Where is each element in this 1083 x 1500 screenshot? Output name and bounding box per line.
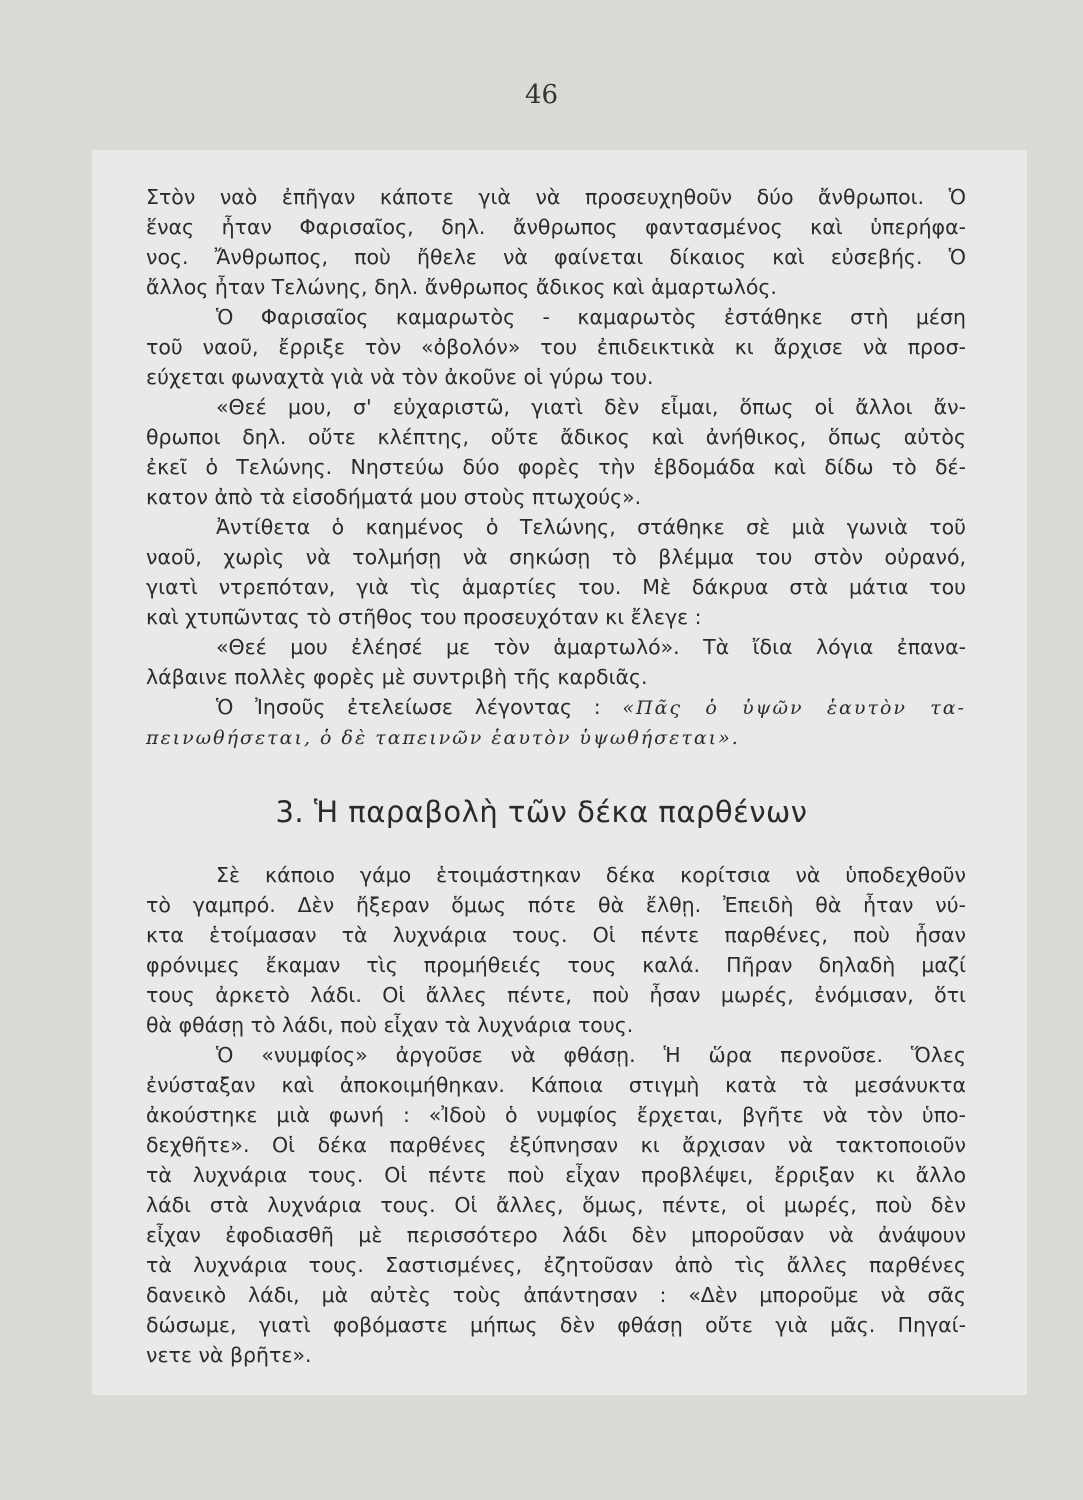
text-line: ἐκεῖ ὁ Τελώνης. Νηστεύω δύο φορὲς τὴν ἑβδομάδα καὶ δίδω τὸ δέ-: [146, 455, 966, 479]
text-line: τὰ λυχνάρια τους. Σαστισμένες, ἐζητοῦσαν ἀπὸ τὶς ἄλλες παρθένες: [146, 1253, 966, 1277]
text-line: καὶ χτυπῶντας τὸ στῆθος του προσευχόταν κι ἔλεγε :: [146, 605, 702, 629]
section-one-text: [146, 182, 966, 752]
text-line: Σὲ κάποιο γάμο ἑτοιμάστηκαν δέκα κορίτσια νὰ ὑποδεχθοῦν: [216, 863, 966, 887]
text-line: φρόνιμες ἔκαμαν τὶς προμήθειές τους καλά. Πῆραν δηλαδὴ μαζί: [146, 953, 966, 977]
text-line: ναοῦ, χωρὶς νὰ τολμήσῃ νὰ σηκώσῃ τὸ βλέμμα του στὸν οὐρανό,: [146, 545, 966, 569]
closing-intro: Ὁ Ἰησοῦς ἐτελείωσε λέγοντας :: [216, 695, 601, 719]
text-line: γιατὶ ντρεπόταν, γιὰ τὶς ἁμαρτίες του. Μὲ δάκρυα στὰ μάτια του: [146, 575, 966, 599]
page-number: 46: [524, 80, 559, 110]
text-line: Ὁ Φαρισαῖος καμαρωτὸς - καμαρωτὸς ἐστάθηκε στὴ μέση: [216, 305, 966, 329]
text-line: θρωποι δηλ. οὔτε κλέπτης, οὔτε ἄδικος καὶ ἀνήθικος, ὅπως αὐτὸς: [146, 425, 966, 449]
text-line: ἕνας ἦταν Φαρισαῖος, δηλ. ἄνθρωπος φαντασμένος καὶ ὑπερήφα-: [146, 215, 966, 239]
text-line: τὸ γαμπρό. Δὲν ἤξεραν ὅμως πότε θὰ ἔλθῃ. Ἐπειδὴ θὰ ἦταν νύ-: [146, 893, 966, 917]
closing-line: [146, 692, 966, 722]
text-line: θὰ φθάσῃ τὸ λάδι, ποὺ εἶχαν τὰ λυχνάρια τους.: [146, 1013, 634, 1037]
text-line: εύχεται φωναχτὰ γιὰ νὰ τὸν ἀκοῦνε οἱ γύρω του.: [146, 365, 654, 389]
text-line: λάβαινε πολλὲς φορὲς μὲ συντριβὴ τῆς καρδιᾶς.: [146, 665, 648, 689]
scripture-quote-line: [146, 722, 966, 752]
text-line: τους ἀρκετὸ λάδι. Οἱ ἄλλες πέντε, ποὺ ἦσαν μωρές, ἐνόμισαν, ὅτι: [146, 983, 966, 1007]
scripture-quote-start: «Πᾶς ὁ ὑψῶν ἑαυτὸν τα-: [622, 697, 966, 719]
section-two-text: [146, 860, 966, 1370]
text-line: κατον ἀπὸ τὰ εἰσοδήματά μου στοὺς πτωχούς».: [146, 485, 642, 509]
text-line: δεχθῆτε». Οἱ δέκα παρθένες ἐξύπνησαν κι ἄρχισαν νὰ τακτοποιοῦν: [146, 1133, 966, 1157]
text-line: ἀκούστηκε μιὰ φωνή : «Ἰδοὺ ὁ νυμφίος ἔρχεται, βγῆτε νὰ τὸν ὑπο-: [146, 1103, 966, 1127]
text-line: δώσωμε, γιατὶ φοβόμαστε μήπως δὲν φθάσῃ οὔτε γιὰ μᾶς. Πηγαί-: [146, 1313, 966, 1337]
text-line: λάδι στὰ λυχνάρια τους. Οἱ ἄλλες, ὅμως, πέντε, οἱ μωρές, ποὺ δὲν: [146, 1193, 966, 1217]
text-line: Στὸν ναὸ ἐπῆγαν κάποτε γιὰ νὰ προσευχηθοῦν δύο ἄνθρωποι. Ὁ: [146, 185, 966, 209]
text-line: ἐνύσταξαν καὶ ἀποκοιμήθηκαν. Κάποια στιγμὴ κατὰ τὰ μεσάνυκτα: [146, 1073, 966, 1097]
text-line: εἶχαν ἐφοδιασθῆ μὲ περισσότερο λάδι δὲν μποροῦσαν νὰ ἀνάψουν: [146, 1223, 966, 1247]
section-heading: 3. Ἡ παραβολὴ τῶν δέκα παρθένων: [275, 795, 808, 829]
text-line: νος. Ἄνθρωπος, ποὺ ἤθελε νὰ φαίνεται δίκαιος καὶ εὐσεβής. Ὁ: [146, 245, 966, 269]
text-line: Ἀντίθετα ὁ καημένος ὁ Τελώνης, στάθηκε σὲ μιὰ γωνιὰ τοῦ: [216, 515, 966, 539]
scripture-quote-end: πεινωθήσεται, ὁ δὲ ταπεινῶν ἑαυτὸν ὑψωθήσεται».: [146, 727, 740, 749]
text-line: τοῦ ναοῦ, ἔρριξε τὸν «ὀβολόν» του ἐπιδεικτικὰ κι ἄρχισε νὰ προσ-: [146, 335, 966, 359]
text-line: κτα ἑτοίμασαν τὰ λυχνάρια τους. Οἱ πέντε παρθένες, ποὺ ἦσαν: [146, 923, 966, 947]
text-line: δανεικὸ λάδι, μὰ αὐτὲς τοὺς ἀπάντησαν : «Δὲν μποροῦμε νὰ σᾶς: [146, 1283, 966, 1307]
text-line: τὰ λυχνάρια τους. Οἱ πέντε ποὺ εἶχαν προβλέψει, ἔρριξαν κι ἄλλο: [146, 1163, 966, 1187]
text-line: «Θεέ μου ἐλέησέ με τὸν ἁμαρτωλό». Τὰ ἴδια λόγια ἐπανα-: [216, 635, 966, 659]
text-line: ἄλλος ἦταν Τελώνης, δηλ. ἄνθρωπος ἄδικος καὶ ἁμαρτωλός.: [146, 275, 777, 299]
text-line: Ὁ «νυμφίος» ἀργοῦσε νὰ φθάσῃ. Ἡ ὥρα περνοῦσε. Ὅλες: [216, 1043, 966, 1067]
text-line: «Θεέ μου, σ' εὐχαριστῶ, γιατὶ δὲν εἶμαι, ὅπως οἱ ἄλλοι ἄν-: [216, 395, 966, 419]
text-line: νετε νὰ βρῆτε».: [146, 1343, 312, 1367]
